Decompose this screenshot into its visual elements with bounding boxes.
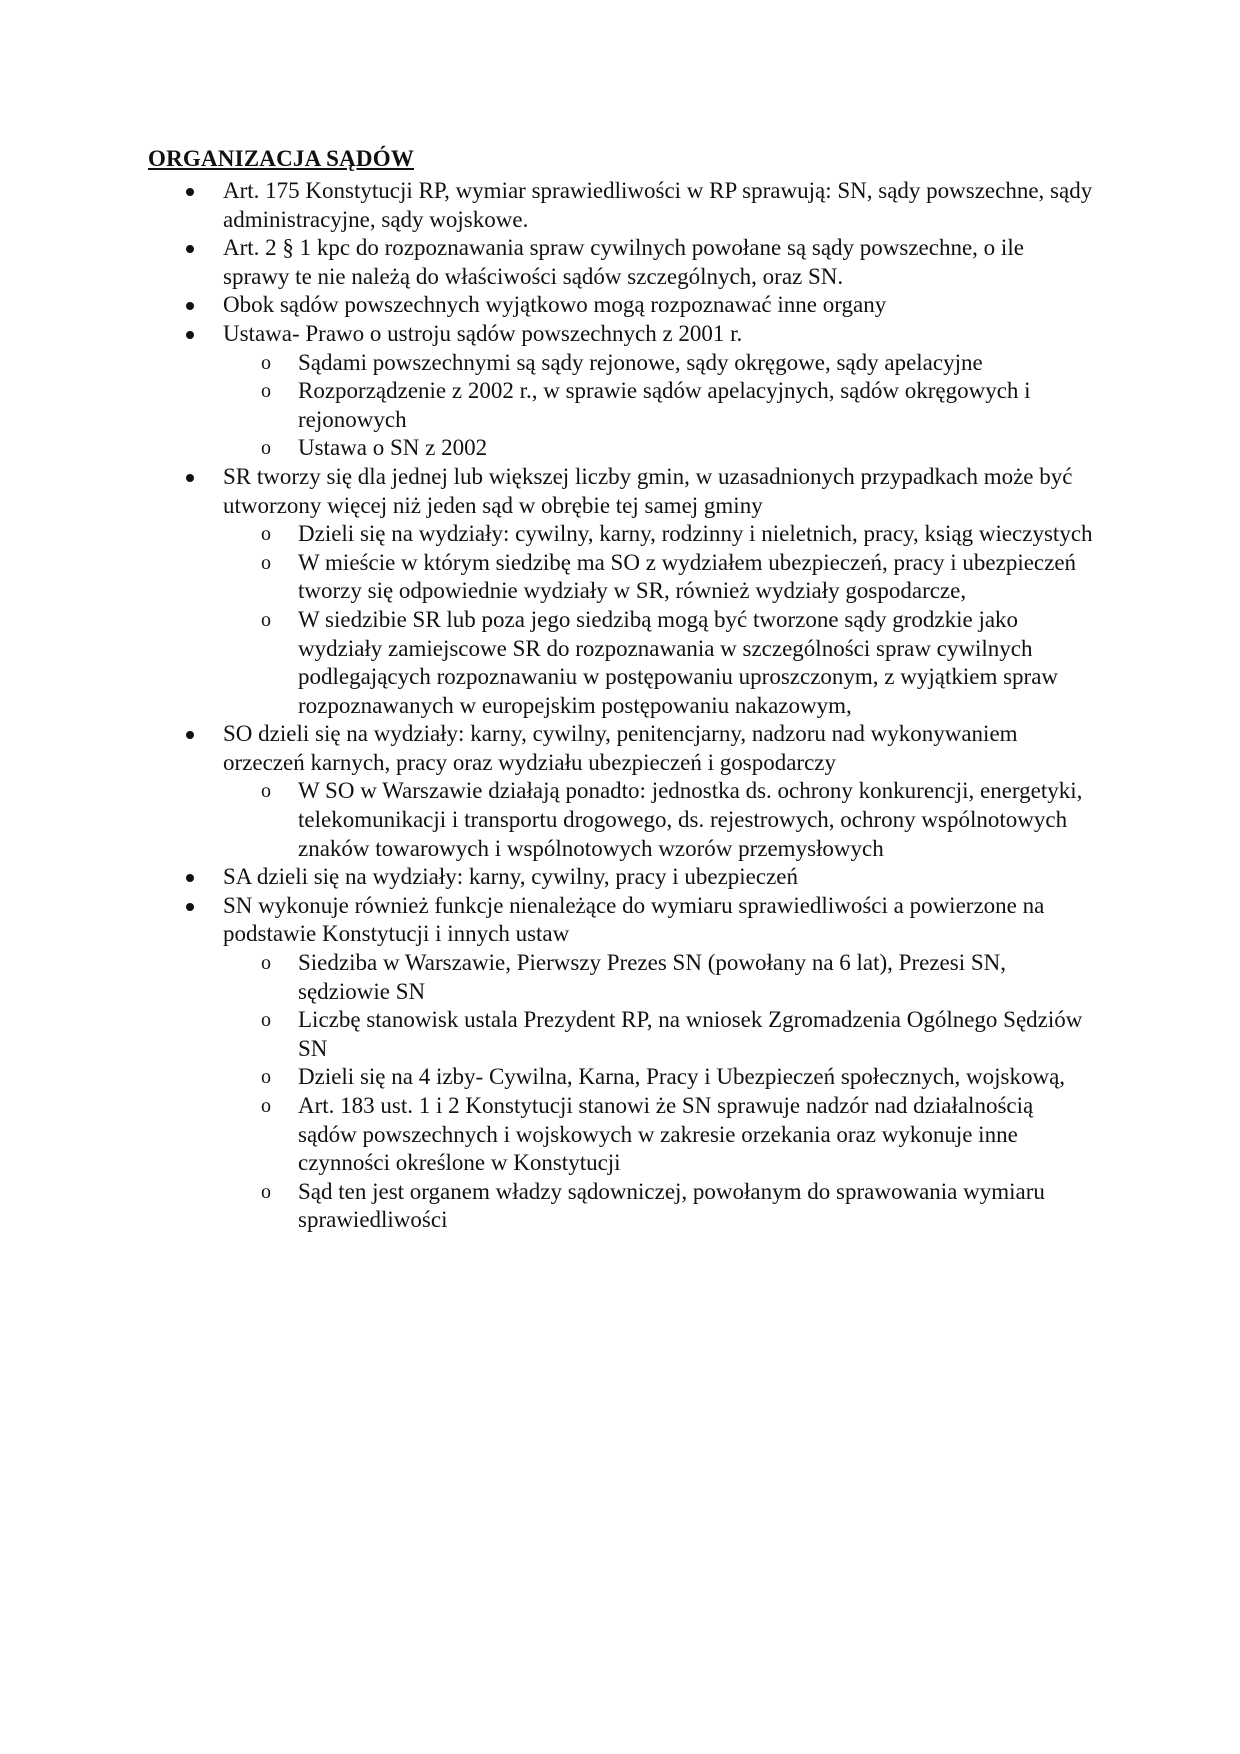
sub-list-item-text: W siedzibie SR lub poza jego siedzibą mogą być tworzone sądy grodzkie jako wydziały zamiejscowe SR do rozpoznawania w szczególności spraw cywilnych podlegających rozpoznawaniu w postępowaniu uproszczonym, z wyjątkiem spraw rozpoznawanych w europejskim postępowaniu nakazowym, — [298, 606, 1059, 718]
list-item — [0, 234, 1093, 291]
sub-list-item-text: Dzieli się na wydziały: cywilny, karny, rodzinny i nieletnich, pracy, ksiąg wieczystych — [298, 521, 1093, 547]
list-item — [0, 463, 1093, 720]
list-item-text: Art. 175 Konstytucji RP, wymiar sprawiedliwości w RP sprawują: SN, sądy powszechne, sądy administracyjne, sądy wojskowe. — [223, 178, 1093, 232]
bullet-icon — [186, 731, 194, 739]
list-item-text: Obok sądów powszechnych wyjątkowo mogą rozpoznawać inne organy — [223, 292, 887, 318]
bullet-icon — [186, 874, 194, 882]
sub-list — [223, 777, 1093, 863]
circle-bullet-icon: o — [261, 1180, 271, 1203]
bullet-icon — [186, 474, 194, 482]
circle-bullet-icon: o — [261, 523, 271, 546]
bullet-icon — [186, 302, 194, 310]
sub-list-item-text: Ustawa o SN z 2002 — [298, 435, 488, 461]
circle-bullet-icon: o — [261, 1095, 271, 1117]
sub-list-item-text: W mieście w którym siedzibę ma SO z wydziałem ubezpieczeń, pracy i ubezpieczeń tworzy się odpowiednie wydziały w SR, również wydziały gospodarcze, — [298, 549, 1077, 604]
sub-list-item-text: W SO w Warszawie działają ponadto: jednostka ds. ochrony konkurencji, energetyki, telekomunikacji i transportu drogowego, ds. rejestrowych, ochrony wspólnotowych znaków towarowych i wspólnotowych wzorów przemysłowych — [298, 778, 1083, 861]
sub-list-item-text: Sąd ten jest organem władzy sądowniczej, powołanym do sprawowania wymiaru sprawiedliwości — [298, 1178, 1045, 1233]
list-item-text: SN wykonuje również funkcje nienależące do wymiaru sprawiedliwości a powierzone na podstawie Konstytucji i innych ustaw — [223, 892, 1045, 947]
sub-list-item — [0, 549, 1093, 606]
list-item-text: SA dzieli się na wydziały: karny, cywilny, pracy i ubezpieczeń — [223, 864, 799, 890]
list-item — [0, 320, 1093, 463]
list-item — [0, 863, 1093, 892]
sub-list-item — [0, 949, 1093, 1006]
list-item — [0, 177, 1093, 234]
main-list — [0, 177, 1240, 1235]
circle-bullet-icon: o — [261, 351, 271, 374]
bullet-icon — [186, 188, 194, 196]
bullet-icon — [186, 245, 194, 253]
sub-list-item-text: Dzieli się na 4 izby- Cywilna, Karna, Pracy i Ubezpieczeń społecznych, wojskową, — [298, 1064, 1066, 1090]
sub-list-item-text: Sądami powszechnymi są sądy rejonowe, sądy okręgowe, sądy apelacyjne — [298, 349, 983, 375]
circle-bullet-icon: o — [261, 608, 271, 631]
sub-list-item — [0, 1006, 1093, 1063]
list-item-text: Ustawa- Prawo o ustroju sądów powszechnych z 2001 r. — [223, 320, 743, 346]
sub-list-item — [0, 377, 1093, 434]
list-item-text: Art. 2 § 1 kpc do rozpoznawania spraw cywilnych powołane są sądy powszechne, o ile sprawy te nie należą do właściwości sądów szczególnych, oraz SN. — [223, 235, 1024, 289]
sub-list-item — [0, 434, 1093, 463]
circle-bullet-icon: o — [261, 551, 271, 574]
circle-bullet-icon: o — [261, 1066, 271, 1089]
list-item — [0, 720, 1093, 863]
sub-list-item — [0, 1063, 1093, 1092]
sub-list-item-text: Liczbę stanowisk ustala Prezydent RP, na wniosek Zgromadzenia Ogólnego Sędziów SN — [298, 1007, 1083, 1061]
list-item — [0, 892, 1093, 1235]
sub-list-item — [0, 777, 1093, 863]
list-item — [0, 291, 1093, 320]
sub-list-item — [0, 349, 1093, 378]
list-item-text: SO dzieli się na wydziały: karny, cywilny, penitencjarny, nadzoru nad wykonywaniem orzeczeń karnych, pracy oraz wydziału ubezpieczeń i gospodarczy — [223, 721, 1018, 775]
sub-list — [223, 949, 1093, 1235]
circle-bullet-icon: o — [261, 437, 271, 460]
sub-list-item-text: Siedziba w Warszawie, Pierwszy Prezes SN (powołany na 6 lat), Prezesi SN, sędziowie SN — [298, 950, 1006, 1004]
bullet-icon — [186, 903, 194, 911]
sub-list — [223, 520, 1093, 720]
sub-list-item-text: Rozporządzenie z 2002 r., w sprawie sądów apelacyjnych, sądów okręgowych i rejonowych — [298, 378, 1031, 432]
sub-list — [223, 349, 1093, 463]
circle-bullet-icon: o — [261, 1009, 271, 1032]
circle-bullet-icon: o — [261, 952, 271, 975]
bullet-icon — [186, 331, 194, 339]
circle-bullet-icon: o — [261, 780, 271, 803]
list-item-text: SR tworzy się dla jednej lub większej liczby gmin, w uzasadnionych przypadkach może być utworzony więcej niż jeden sąd w obrębie tej samej gminy — [223, 463, 1073, 518]
circle-bullet-icon: o — [261, 380, 271, 403]
sub-list-item — [0, 1178, 1093, 1235]
sub-list-item — [0, 1092, 1093, 1178]
document-body — [0, 177, 1240, 1235]
sub-list-item-text: Art. 183 ust. 1 i 2 Konstytucji stanowi że SN sprawuje nadzór nad działalnością sądów powszechnych i wojskowych w zakresie orzekania oraz wykonuje inne czynności określone w Konstytucji — [298, 1093, 1034, 1176]
sub-list-item — [0, 520, 1093, 549]
page-title: ORGANIZACJA SĄDÓW — [148, 146, 415, 171]
sub-list-item — [0, 606, 1093, 720]
